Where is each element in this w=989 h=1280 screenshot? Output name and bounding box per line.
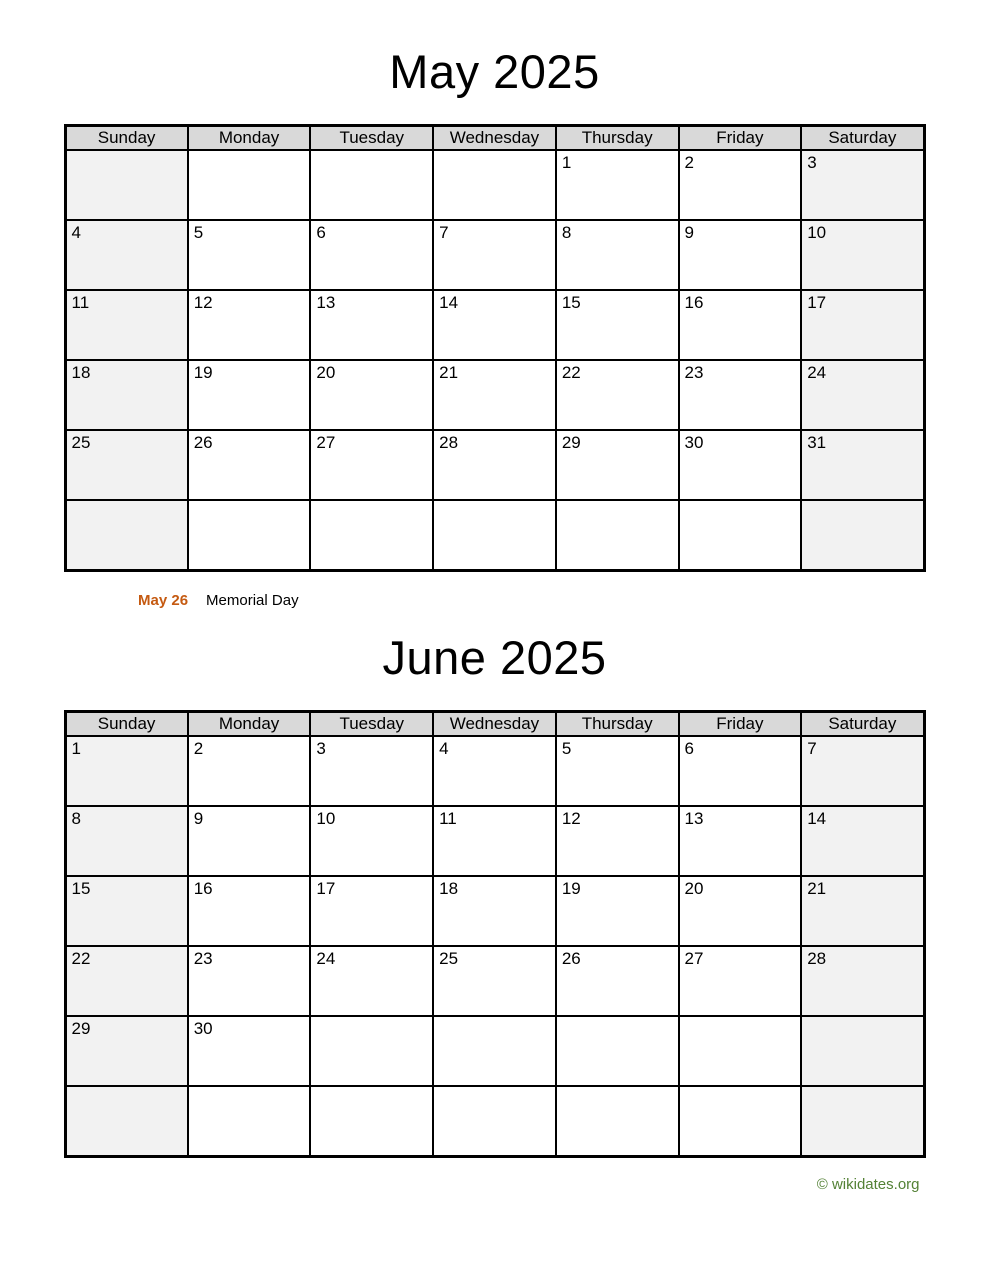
day-cell-empty bbox=[65, 500, 188, 570]
day-cell-8: 8 bbox=[556, 220, 679, 290]
day-cell-empty bbox=[310, 1016, 433, 1086]
day-cell-empty bbox=[433, 1016, 556, 1086]
day-header-thursday: Thursday bbox=[556, 126, 679, 151]
day-header-friday: Friday bbox=[679, 712, 802, 737]
week-row bbox=[65, 1016, 924, 1086]
day-cell-3: 3 bbox=[801, 150, 924, 220]
day-cell-23: 23 bbox=[188, 946, 311, 1016]
week-row bbox=[65, 220, 924, 290]
week-row bbox=[65, 736, 924, 806]
day-header-saturday: Saturday bbox=[801, 712, 924, 737]
day-cell-empty bbox=[556, 500, 679, 570]
day-cell-25: 25 bbox=[65, 430, 188, 500]
day-cell-11: 11 bbox=[433, 806, 556, 876]
day-header-sunday: Sunday bbox=[65, 126, 188, 151]
day-cell-empty bbox=[188, 500, 311, 570]
day-cell-7: 7 bbox=[433, 220, 556, 290]
day-cell-22: 22 bbox=[65, 946, 188, 1016]
day-cell-4: 4 bbox=[433, 736, 556, 806]
day-cell-empty bbox=[310, 150, 433, 220]
day-cell-21: 21 bbox=[801, 876, 924, 946]
day-cell-empty bbox=[433, 150, 556, 220]
week-row bbox=[65, 150, 924, 220]
day-cell-1: 1 bbox=[556, 150, 679, 220]
day-header-tuesday: Tuesday bbox=[310, 126, 433, 151]
day-cell-10: 10 bbox=[310, 806, 433, 876]
calendar-table-may bbox=[64, 124, 926, 572]
day-cell-15: 15 bbox=[65, 876, 188, 946]
day-cell-9: 9 bbox=[188, 806, 311, 876]
week-row bbox=[65, 1086, 924, 1156]
day-cell-29: 29 bbox=[556, 430, 679, 500]
day-header-tuesday: Tuesday bbox=[310, 712, 433, 737]
holiday-note bbox=[138, 592, 989, 610]
day-cell-28: 28 bbox=[801, 946, 924, 1016]
day-cell-empty bbox=[433, 500, 556, 570]
week-row bbox=[65, 806, 924, 876]
day-cell-13: 13 bbox=[679, 806, 802, 876]
day-cell-empty bbox=[801, 1086, 924, 1156]
day-header-wednesday: Wednesday bbox=[433, 712, 556, 737]
day-cell-26: 26 bbox=[556, 946, 679, 1016]
day-header-friday: Friday bbox=[679, 126, 802, 151]
day-cell-17: 17 bbox=[801, 290, 924, 360]
day-header-monday: Monday bbox=[188, 712, 311, 737]
page-footer bbox=[64, 1176, 926, 1193]
holiday-label: Memorial Day bbox=[206, 591, 299, 609]
day-cell-6: 6 bbox=[679, 736, 802, 806]
week-row bbox=[65, 360, 924, 430]
day-header-monday: Monday bbox=[188, 126, 311, 151]
day-cell-empty bbox=[65, 1086, 188, 1156]
day-header-thursday: Thursday bbox=[556, 712, 679, 737]
day-cell-27: 27 bbox=[310, 430, 433, 500]
day-cell-empty bbox=[310, 500, 433, 570]
copyright-text: © wikidates.org bbox=[816, 1175, 920, 1193]
day-cell-empty bbox=[556, 1086, 679, 1156]
day-cell-7: 7 bbox=[801, 736, 924, 806]
day-cell-1: 1 bbox=[65, 736, 188, 806]
day-cell-11: 11 bbox=[65, 290, 188, 360]
day-cell-5: 5 bbox=[556, 736, 679, 806]
day-cell-17: 17 bbox=[310, 876, 433, 946]
day-cell-empty bbox=[556, 1016, 679, 1086]
day-cell-16: 16 bbox=[679, 290, 802, 360]
day-cell-30: 30 bbox=[679, 430, 802, 500]
week-row bbox=[65, 290, 924, 360]
day-cell-21: 21 bbox=[433, 360, 556, 430]
day-cell-18: 18 bbox=[433, 876, 556, 946]
day-cell-empty bbox=[679, 1086, 802, 1156]
month-section-may bbox=[0, 44, 989, 610]
day-cell-13: 13 bbox=[310, 290, 433, 360]
month-section-june bbox=[0, 630, 989, 1158]
day-cell-4: 4 bbox=[65, 220, 188, 290]
day-cell-empty bbox=[679, 500, 802, 570]
day-cell-15: 15 bbox=[556, 290, 679, 360]
calendar-table-june bbox=[64, 710, 926, 1158]
week-row bbox=[65, 876, 924, 946]
day-cell-9: 9 bbox=[679, 220, 802, 290]
day-cell-3: 3 bbox=[310, 736, 433, 806]
week-row bbox=[65, 430, 924, 500]
day-cell-empty bbox=[433, 1086, 556, 1156]
day-cell-20: 20 bbox=[310, 360, 433, 430]
day-header-row bbox=[65, 712, 924, 737]
day-cell-6: 6 bbox=[310, 220, 433, 290]
day-cell-2: 2 bbox=[188, 736, 311, 806]
day-cell-19: 19 bbox=[556, 876, 679, 946]
day-cell-30: 30 bbox=[188, 1016, 311, 1086]
day-cell-10: 10 bbox=[801, 220, 924, 290]
day-cell-22: 22 bbox=[556, 360, 679, 430]
day-cell-empty bbox=[310, 1086, 433, 1156]
day-cell-19: 19 bbox=[188, 360, 311, 430]
day-cell-29: 29 bbox=[65, 1016, 188, 1086]
holiday-date: May 26 bbox=[138, 591, 189, 609]
day-cell-12: 12 bbox=[188, 290, 311, 360]
week-row bbox=[65, 500, 924, 570]
day-cell-24: 24 bbox=[801, 360, 924, 430]
day-cell-14: 14 bbox=[801, 806, 924, 876]
day-cell-16: 16 bbox=[188, 876, 311, 946]
week-row bbox=[65, 946, 924, 1016]
month-title-june: June 2025 bbox=[382, 630, 607, 684]
month-title-may: May 2025 bbox=[389, 45, 600, 98]
day-cell-24: 24 bbox=[310, 946, 433, 1016]
day-cell-27: 27 bbox=[679, 946, 802, 1016]
day-cell-empty bbox=[801, 1016, 924, 1086]
day-cell-empty bbox=[65, 150, 188, 220]
day-cell-empty bbox=[679, 1016, 802, 1086]
day-cell-empty bbox=[801, 500, 924, 570]
day-cell-26: 26 bbox=[188, 430, 311, 500]
day-cell-31: 31 bbox=[801, 430, 924, 500]
day-header-saturday: Saturday bbox=[801, 126, 924, 151]
day-cell-empty bbox=[188, 150, 311, 220]
day-cell-23: 23 bbox=[679, 360, 802, 430]
day-cell-25: 25 bbox=[433, 946, 556, 1016]
day-cell-2: 2 bbox=[679, 150, 802, 220]
day-cell-18: 18 bbox=[65, 360, 188, 430]
day-cell-28: 28 bbox=[433, 430, 556, 500]
day-cell-empty bbox=[188, 1086, 311, 1156]
day-header-row bbox=[65, 126, 924, 151]
day-cell-5: 5 bbox=[188, 220, 311, 290]
day-cell-8: 8 bbox=[65, 806, 188, 876]
day-cell-20: 20 bbox=[679, 876, 802, 946]
day-header-sunday: Sunday bbox=[65, 712, 188, 737]
day-header-wednesday: Wednesday bbox=[433, 126, 556, 151]
day-cell-14: 14 bbox=[433, 290, 556, 360]
day-cell-12: 12 bbox=[556, 806, 679, 876]
